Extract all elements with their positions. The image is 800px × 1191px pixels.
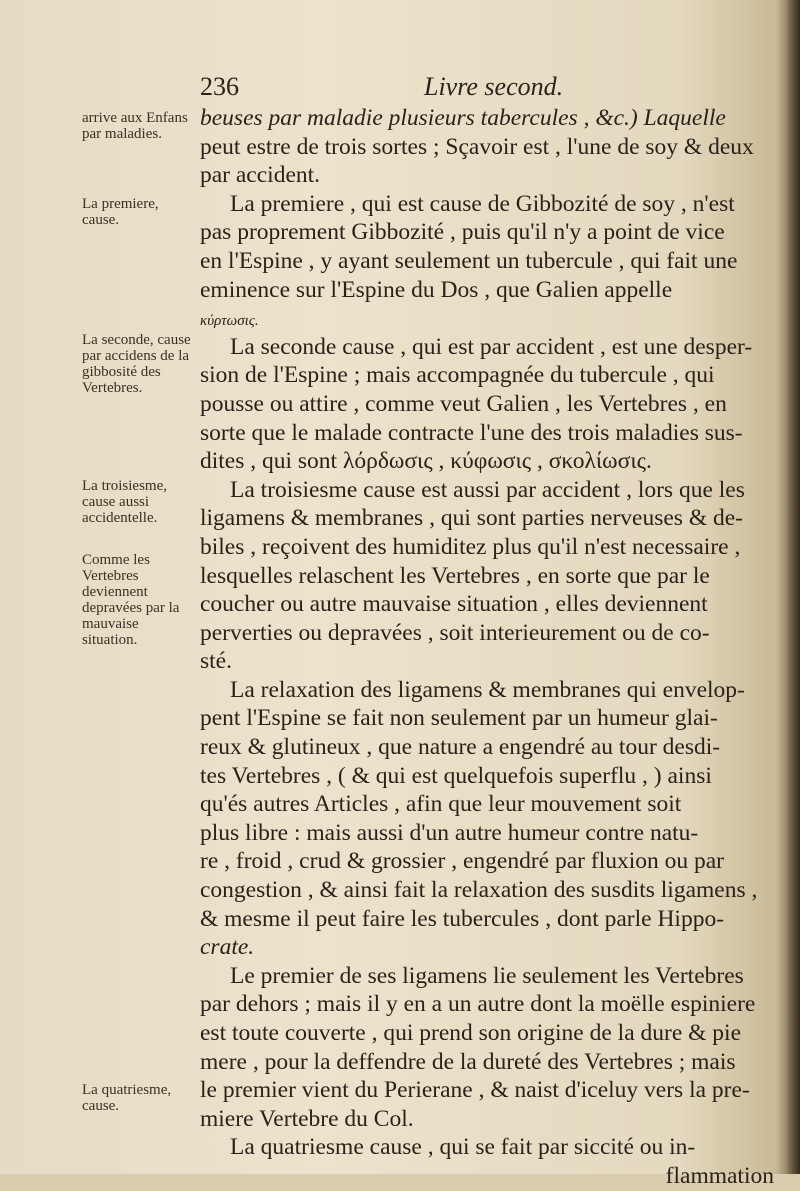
text-line: pas proprement Gibbozité , puis qu'il n'y a point de vice [200,219,725,246]
text-line: lesquelles relaschent les Vertebres , en sorte que par le [200,562,710,589]
text-line: plus libre : mais aussi d'un autre humeur contre natu- [200,819,699,846]
text-line: biles , reçoivent des humiditez plus qu'il n'est necessaire , [200,533,741,560]
text-line: congestion , & ainsi fait la relaxation des susdits ligamens , [200,877,758,904]
text-line: le premier vient du Perierane , & naist d'iceluy vers la pre- [200,1077,750,1104]
text-line: perverties ou depravées , soit interieurement ou de co- [200,619,710,646]
text-line: mere , pour la deffendre de la dureté des Vertebres ; mais [200,1048,736,1075]
margin-note-5: Comme les Vertebres deviennent depravées par la mauvaise situation. [82,552,180,648]
margin-note-3: La seconde, cause par accidens de la gibbosité des Vertebres. [82,332,191,396]
text-line: sorte que le malade contracte l'une des trois maladies sus- [200,419,743,446]
text-line: pent l'Espine se fait non seulement par un humeur glai- [200,705,718,732]
margin-note-2: La premiere, cause. [82,196,159,228]
text-line: La troisiesme cause est aussi par accident , lors que les [230,476,745,503]
page-header [200,72,780,106]
text-line: en l'Espine , y ayant seulement un tubercule , qui fait une [200,247,738,274]
text-line: La quatriesme cause , qui se fait par siccité ou in- [230,1134,696,1161]
margin-note-1: arrive aux Enfans par maladies. [82,110,188,142]
binding-shadow [786,0,800,1174]
text-line: crate. [200,934,255,961]
margin-note-6: La quatriesme, cause. [82,1082,172,1114]
text-line: flammation [665,1162,774,1189]
text-line: κύρτωσις. [200,313,259,330]
text-line: sion de l'Espine ; mais accompagnée du tubercule , qui [200,362,715,389]
page-number: 236 [200,72,239,101]
text-line: eminence sur l'Espine du Dos , que Galien appelle [200,276,673,303]
text-line: ligamens & membranes , qui sont parties nerveuses & de- [200,505,743,532]
text-line: peut estre de trois sortes ; Sçavoir est , l'une de soy & deux [200,133,754,160]
text-line: La premiere , qui est cause de Gibbozité de soy , n'est [230,190,735,217]
body-text [200,104,780,1191]
running-title: Livre second. [424,72,564,101]
text-line: par accident. [200,162,321,189]
text-line: La seconde cause , qui est par accident , est une desper- [230,333,753,360]
text-line: tes Vertebres , ( & qui est quelquefois superflu , ) ainsi [200,762,712,789]
text-line: Le premier de ses ligamens lie seulement les Vertebres [230,962,744,989]
text-line: dites , qui sont λόρδωσις , κύφωσις , σκολίωσις. [200,448,652,475]
text-line: pousse ou attire , comme veut Galien , les Vertebres , en [200,390,727,417]
text-line: coucher ou autre mauvaise situation , elles deviennent [200,591,708,618]
text-line: miere Vertebre du Col. [200,1105,414,1132]
text-line: sté. [200,648,232,675]
text-line: est toute couverte , qui prend son origine de la dure & pie [200,1020,741,1046]
text-line: La relaxation des ligamens & membranes qui envelop- [230,676,745,703]
text-line: qu'és autres Articles , afin que leur mouvement soit [200,791,682,818]
margin-note-4: La troisiesme, cause aussi accidentelle. [82,478,167,526]
text-line: par dehors ; mais il y en a un autre dont la moëlle espiniere [200,991,756,1018]
text-line: & mesme il peut faire les tubercules , dont parle Hippo- [200,905,725,932]
text-line: re , froid , crud & grossier , engendré par fluxion ou par [200,848,725,875]
text-line: reux & glutineux , que nature a engendré au tour desdi- [200,734,721,761]
text-line: beuses par maladie plusieurs tabercules , &c.) Laquelle [200,105,726,131]
